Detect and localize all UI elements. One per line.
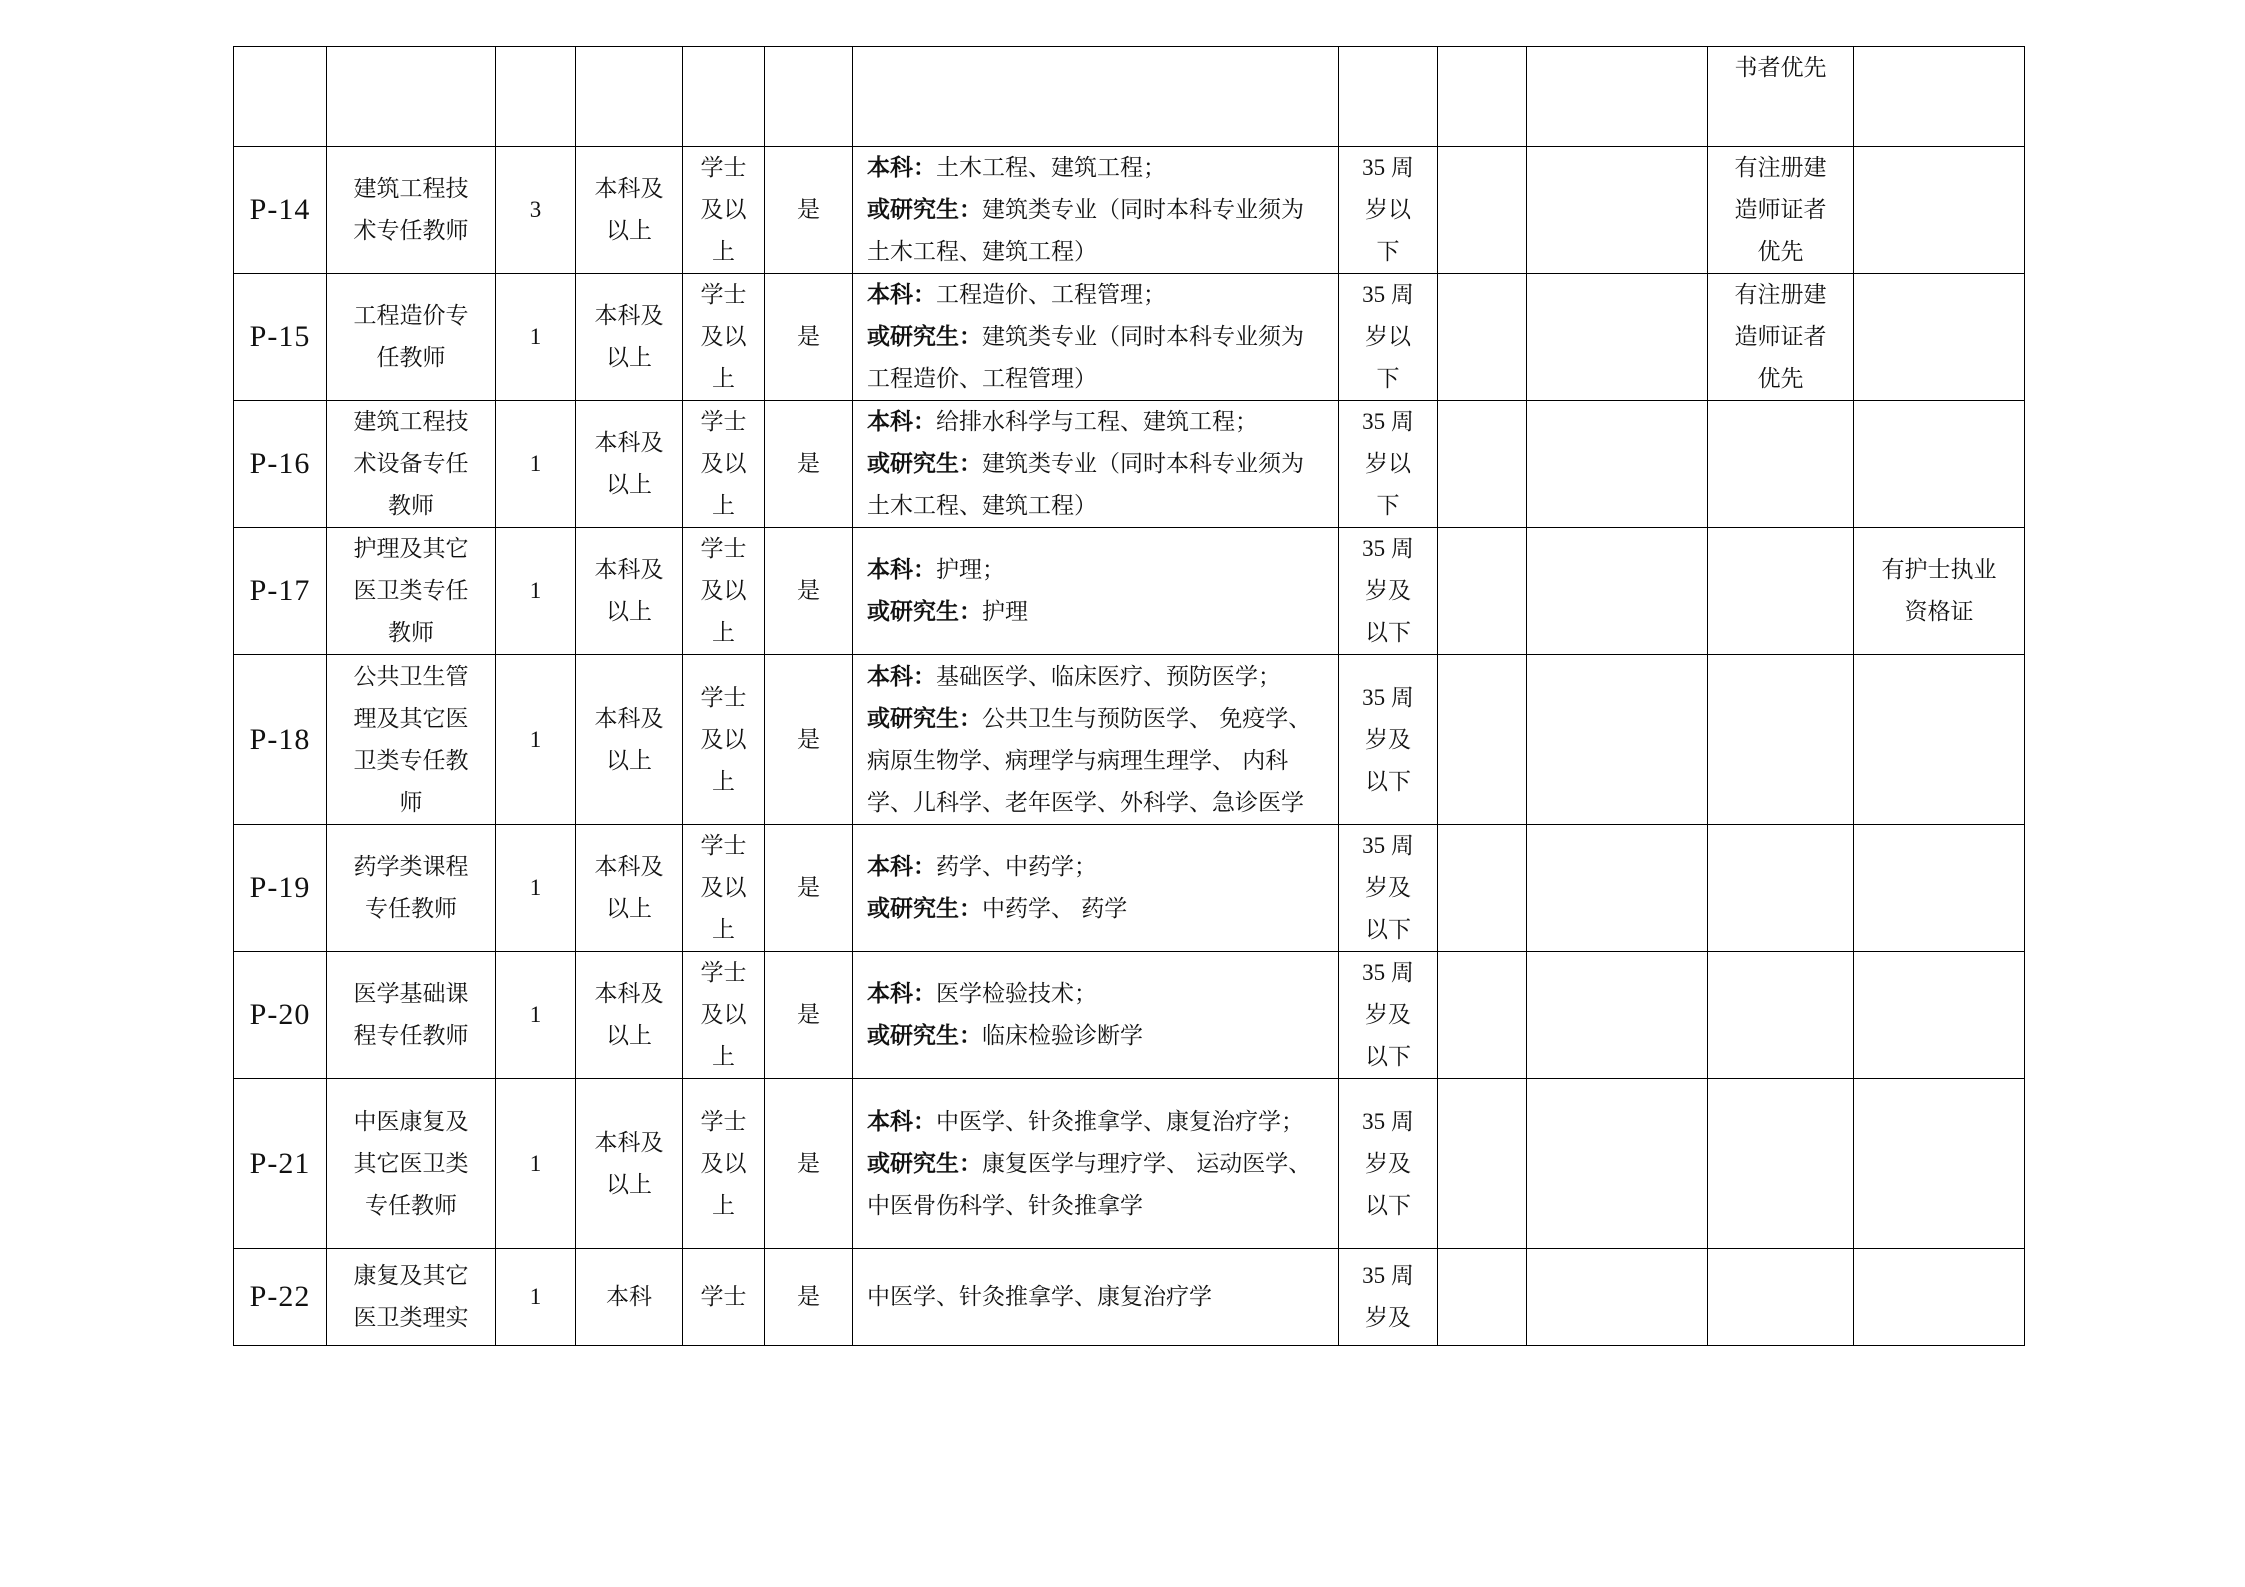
position-title [327, 528, 496, 655]
table-row [234, 147, 2025, 274]
education-requirement-line: 以上 [606, 896, 652, 922]
certificate-requirement-line: 有护士执业 [1881, 557, 1997, 583]
education-requirement-line: 本科及 [594, 557, 664, 583]
position-code: P-16 [234, 401, 327, 528]
requirement-label: 或研究生： [867, 1022, 982, 1049]
age-requirement-line: 35 周 [1362, 960, 1414, 985]
requirement-line [867, 147, 1324, 189]
age-requirement-line: 35 周 [1362, 1108, 1414, 1134]
age-requirement-line: 35 周 [1362, 833, 1414, 858]
requirement-label: 本科： [867, 556, 936, 583]
position-title-line: 程专任教师 [353, 1023, 469, 1049]
position-title [327, 1249, 496, 1346]
preference-note [1708, 47, 1854, 147]
major-requirement [853, 274, 1339, 401]
preference-note [1708, 1249, 1854, 1346]
yes-no-flag: 是 [765, 1079, 853, 1249]
age-requirement [1339, 825, 1438, 952]
age-requirement-line: 以下 [1365, 1044, 1411, 1069]
requirement-text: 护理 [982, 599, 1028, 625]
degree-requirement-line: 学士 [700, 833, 747, 859]
table-row [234, 655, 2025, 825]
headcount: 1 [496, 655, 576, 825]
degree-requirement-line: 上 [712, 239, 735, 265]
age-requirement-line: 下 [1376, 366, 1400, 391]
degree-requirement-line: 学士 [700, 684, 747, 711]
degree-requirement-line: 学士 [700, 155, 747, 181]
requirement-label: 本科： [867, 1107, 936, 1135]
degree-requirement-line: 及以 [700, 875, 747, 901]
age-requirement-line: 35 周 [1362, 536, 1414, 561]
requirement-text: 公共卫生与预防医学、 免疫学、 [982, 705, 1312, 732]
education-requirement-line: 以上 [606, 1023, 652, 1049]
position-title-line: 药学类课程 [353, 854, 469, 880]
requirement-line [867, 591, 1324, 633]
blank-cell [1527, 952, 1708, 1079]
preference-note [1708, 655, 1854, 825]
age-requirement [1339, 47, 1438, 147]
table-row [234, 952, 2025, 1079]
age-requirement-line: 岁及 [1365, 875, 1411, 900]
degree-requirement-line: 上 [712, 1192, 735, 1219]
table-row [234, 401, 2025, 528]
position-title-line: 建筑工程技 [353, 409, 469, 435]
requirement-line [867, 1276, 1324, 1318]
education-requirement-line: 本科及 [594, 430, 664, 456]
major-requirement [853, 528, 1339, 655]
requirement-text: 药学、中药学； [936, 854, 1097, 880]
position-title [327, 825, 496, 952]
education-requirement [576, 274, 683, 401]
degree-requirement-line: 及以 [700, 324, 747, 350]
requirement-text: 给排水科学与工程、建筑工程； [936, 409, 1258, 435]
preference-note [1708, 401, 1854, 528]
degree-requirement [683, 274, 765, 401]
position-title-line: 术专任教师 [353, 218, 469, 244]
requirement-text: 病原生物学、病理学与病理生理学、 内科 [867, 747, 1289, 774]
age-requirement-line: 35 周 [1362, 155, 1414, 180]
degree-requirement-line: 学士 [700, 409, 747, 435]
position-title-line: 理及其它医 [353, 705, 469, 732]
degree-requirement-line: 学士 [700, 282, 747, 308]
blank-cell [1527, 274, 1708, 401]
position-code: P-22 [234, 1249, 327, 1346]
degree-requirement [683, 147, 765, 274]
education-requirement-line: 以上 [606, 599, 652, 625]
preference-note [1708, 952, 1854, 1079]
degree-requirement-line: 及以 [700, 197, 747, 223]
education-requirement-line: 以上 [606, 218, 652, 244]
degree-requirement [683, 1079, 765, 1249]
preference-note-line: 造师证者 [1734, 197, 1827, 223]
degree-requirement-line: 及以 [700, 1150, 747, 1177]
positions-table [233, 46, 2025, 1346]
position-title-line: 师 [399, 789, 423, 816]
requirement-text: 中医学、针灸推拿学、康复治疗学 [867, 1284, 1212, 1310]
education-requirement-line: 以上 [606, 345, 652, 371]
yes-no-flag: 是 [765, 1249, 853, 1346]
requirement-label: 或研究生： [867, 450, 982, 477]
yes-no-flag: 是 [765, 401, 853, 528]
requirement-label: 本科： [867, 154, 936, 181]
position-title-line: 卫类专任教 [353, 747, 469, 774]
major-requirement [853, 147, 1339, 274]
age-requirement [1339, 147, 1438, 274]
education-requirement-line: 以上 [606, 747, 652, 774]
age-requirement-line: 以下 [1365, 620, 1411, 645]
degree-requirement-line: 及以 [700, 451, 747, 477]
age-requirement-line: 下 [1376, 493, 1400, 518]
position-title [327, 147, 496, 274]
yes-no-flag: 是 [765, 655, 853, 825]
age-requirement-line: 35 周 [1362, 409, 1414, 434]
requirement-label: 或研究生： [867, 196, 982, 223]
requirement-label: 本科： [867, 408, 936, 435]
certificate-requirement [1854, 952, 2025, 1079]
education-requirement-line: 本科及 [594, 176, 664, 202]
table-row [234, 528, 2025, 655]
requirement-label: 或研究生： [867, 598, 982, 625]
position-code: P-21 [234, 1079, 327, 1249]
degree-requirement-line: 上 [712, 620, 735, 646]
position-code: P-20 [234, 952, 327, 1079]
degree-requirement [683, 1249, 765, 1346]
headcount: 1 [496, 952, 576, 1079]
yes-no-flag [765, 47, 853, 147]
certificate-requirement [1854, 528, 2025, 655]
degree-requirement-line: 及以 [700, 726, 747, 753]
blank-cell [1527, 655, 1708, 825]
major-requirement [853, 825, 1339, 952]
position-title [327, 952, 496, 1079]
age-requirement-line: 岁以 [1365, 451, 1411, 476]
degree-requirement-line: 学士 [700, 536, 747, 562]
position-code: P-18 [234, 655, 327, 825]
blank-cell [1438, 47, 1527, 147]
age-requirement-line: 岁及 [1365, 1305, 1411, 1330]
position-title-line: 任教师 [376, 345, 446, 371]
requirement-text: 建筑类专业（同时本科专业须为 [982, 451, 1304, 477]
yes-no-flag: 是 [765, 952, 853, 1079]
age-requirement-line: 以下 [1365, 917, 1411, 942]
requirement-label: 或研究生： [867, 704, 982, 732]
major-requirement [853, 1249, 1339, 1346]
requirement-label: 或研究生： [867, 323, 982, 350]
position-title [327, 47, 496, 147]
education-requirement [576, 528, 683, 655]
position-title-line: 教师 [388, 493, 434, 519]
age-requirement-line: 岁及 [1365, 1150, 1411, 1176]
position-title-line: 医卫类专任 [353, 578, 469, 604]
requirement-text: 建筑类专业（同时本科专业须为 [982, 197, 1304, 223]
major-requirement [853, 47, 1339, 147]
table-row [234, 47, 2025, 147]
position-title-line: 专任教师 [365, 896, 457, 922]
position-title-line: 康复及其它 [353, 1263, 469, 1289]
blank-cell [1438, 528, 1527, 655]
requirement-label: 或研究生： [867, 1149, 982, 1177]
education-requirement [576, 825, 683, 952]
education-requirement-line: 以上 [606, 1171, 652, 1198]
blank-cell [1438, 147, 1527, 274]
education-requirement-line: 本科及 [594, 981, 664, 1007]
position-title-line: 公共卫生管 [353, 663, 469, 690]
age-requirement [1339, 655, 1438, 825]
age-requirement-line: 下 [1376, 239, 1400, 264]
blank-cell [1527, 528, 1708, 655]
position-title [327, 655, 496, 825]
headcount: 1 [496, 401, 576, 528]
requirement-line [867, 846, 1324, 888]
headcount: 1 [496, 1079, 576, 1249]
preference-note-line: 有注册建 [1734, 155, 1827, 181]
requirement-line [867, 1101, 1324, 1143]
yes-no-flag: 是 [765, 147, 853, 274]
degree-requirement-line: 学士 [700, 960, 747, 986]
certificate-requirement [1854, 47, 2025, 147]
degree-requirement-line: 及以 [700, 1002, 747, 1028]
requirement-text: 基础医学、临床医疗、预防医学； [936, 663, 1281, 690]
blank-cell [1527, 47, 1708, 147]
blank-cell [1438, 1079, 1527, 1249]
degree-requirement [683, 401, 765, 528]
certificate-requirement [1854, 1079, 2025, 1249]
requirement-text: 土木工程、建筑工程） [867, 239, 1097, 265]
degree-requirement-line: 上 [712, 917, 735, 943]
education-requirement [576, 655, 683, 825]
degree-requirement-line: 及以 [700, 578, 747, 604]
requirement-line [867, 740, 1324, 782]
education-requirement [576, 401, 683, 528]
education-requirement [576, 1079, 683, 1249]
position-title-line: 中医康复及 [353, 1108, 469, 1135]
requirement-line [867, 358, 1324, 400]
requirement-line [867, 888, 1324, 930]
certificate-requirement [1854, 1249, 2025, 1346]
blank-cell [1438, 274, 1527, 401]
preference-note-line: 书者优先 [1734, 55, 1827, 81]
certificate-requirement [1854, 401, 2025, 528]
major-requirement [853, 655, 1339, 825]
blank-cell [1527, 1249, 1708, 1346]
blank-cell [1527, 1079, 1708, 1249]
table-row [234, 825, 2025, 952]
education-requirement [576, 1249, 683, 1346]
requirement-line [867, 1015, 1324, 1057]
position-title-line: 医卫类理实 [353, 1305, 469, 1331]
requirement-text: 中医骨伤科学、针灸推拿学 [867, 1192, 1143, 1219]
requirement-line [867, 189, 1324, 231]
blank-cell [1438, 401, 1527, 528]
age-requirement [1339, 528, 1438, 655]
degree-requirement-line: 上 [712, 1044, 735, 1070]
preference-note [1708, 147, 1854, 274]
requirement-label: 本科： [867, 281, 936, 308]
position-title [327, 1079, 496, 1249]
age-requirement-line: 岁以 [1365, 324, 1411, 349]
headcount [496, 47, 576, 147]
education-requirement [576, 147, 683, 274]
position-code: P-19 [234, 825, 327, 952]
certificate-requirement [1854, 825, 2025, 952]
preference-note [1708, 825, 1854, 952]
requirement-text: 土木工程、建筑工程； [936, 155, 1166, 181]
certificate-requirement [1854, 147, 2025, 274]
requirement-text: 医学检验技术； [936, 981, 1097, 1007]
requirement-text: 土木工程、建筑工程） [867, 493, 1097, 519]
age-requirement-line: 岁以 [1365, 197, 1411, 222]
position-code [234, 47, 327, 147]
blank-cell [1438, 1249, 1527, 1346]
table-row [234, 1079, 2025, 1249]
position-title-line: 其它医卫类 [353, 1150, 469, 1177]
requirement-line [867, 401, 1324, 443]
requirement-line [867, 1185, 1324, 1227]
position-title-line: 护理及其它 [353, 536, 469, 562]
position-title-line: 专任教师 [365, 1192, 457, 1219]
requirement-line [867, 316, 1324, 358]
degree-requirement [683, 655, 765, 825]
position-code: P-14 [234, 147, 327, 274]
requirement-line [867, 549, 1324, 591]
requirement-label: 本科： [867, 853, 936, 880]
headcount: 1 [496, 274, 576, 401]
requirement-label: 本科： [867, 980, 936, 1007]
headcount: 1 [496, 825, 576, 952]
major-requirement [853, 401, 1339, 528]
position-title [327, 274, 496, 401]
requirement-line [867, 973, 1324, 1015]
education-requirement [576, 952, 683, 1079]
age-requirement-line: 岁及 [1365, 578, 1411, 603]
degree-requirement-line: 上 [712, 366, 735, 392]
age-requirement-line: 35 周 [1362, 282, 1414, 307]
table-row [234, 1249, 2025, 1346]
position-title-line: 教师 [388, 620, 434, 646]
requirement-text: 康复医学与理疗学、 运动医学、 [982, 1150, 1312, 1177]
requirement-text: 护理； [936, 557, 1005, 583]
degree-requirement [683, 825, 765, 952]
degree-requirement-line: 上 [712, 493, 735, 519]
requirement-line [867, 231, 1324, 273]
degree-requirement [683, 528, 765, 655]
blank-cell [1438, 952, 1527, 1079]
preference-note [1708, 1079, 1854, 1249]
preference-note-line: 有注册建 [1734, 282, 1827, 308]
certificate-requirement [1854, 274, 2025, 401]
education-requirement-line: 本科及 [594, 854, 664, 880]
preference-note [1708, 274, 1854, 401]
position-title-line: 建筑工程技 [353, 176, 469, 202]
age-requirement [1339, 1249, 1438, 1346]
age-requirement [1339, 1079, 1438, 1249]
education-requirement-line: 以上 [606, 472, 652, 498]
requirement-line [867, 782, 1324, 824]
requirement-line [867, 656, 1324, 698]
requirement-label: 本科： [867, 662, 936, 690]
degree-requirement-line: 学士 [700, 1108, 747, 1135]
position-title-line: 术设备专任 [353, 451, 469, 477]
blank-cell [1527, 401, 1708, 528]
blank-cell [1438, 655, 1527, 825]
yes-no-flag: 是 [765, 274, 853, 401]
blank-cell [1527, 825, 1708, 952]
age-requirement [1339, 274, 1438, 401]
requirement-line [867, 443, 1324, 485]
certificate-requirement-line: 资格证 [1904, 599, 1974, 625]
table-body [234, 47, 2025, 1346]
preference-note [1708, 528, 1854, 655]
age-requirement-line: 35 周 [1362, 1263, 1414, 1288]
requirement-text: 中药学、 药学 [982, 896, 1128, 922]
age-requirement-line: 以下 [1365, 1192, 1411, 1218]
position-title [327, 401, 496, 528]
age-requirement-line: 岁及 [1365, 726, 1411, 752]
requirement-text: 学、儿科学、老年医学、外科学、急诊医学 [867, 789, 1304, 816]
age-requirement [1339, 952, 1438, 1079]
degree-requirement-line: 上 [712, 768, 735, 795]
table-row [234, 274, 2025, 401]
requirement-line [867, 1143, 1324, 1185]
degree-requirement-line: 学士 [700, 1284, 747, 1310]
preference-note-line: 优先 [1757, 239, 1804, 265]
requirement-text: 中医学、针灸推拿学、康复治疗学； [936, 1108, 1304, 1135]
age-requirement [1339, 401, 1438, 528]
education-requirement-line: 本科及 [594, 303, 664, 329]
yes-no-flag: 是 [765, 825, 853, 952]
position-title-line: 工程造价专 [353, 303, 469, 329]
major-requirement [853, 1079, 1339, 1249]
blank-cell [1438, 825, 1527, 952]
preference-note-line: 造师证者 [1734, 324, 1827, 350]
requirement-text: 工程造价、工程管理） [867, 366, 1097, 392]
degree-requirement [683, 952, 765, 1079]
education-requirement [576, 47, 683, 147]
age-requirement-line: 35 周 [1362, 684, 1414, 710]
headcount: 1 [496, 528, 576, 655]
requirement-text: 工程造价、工程管理； [936, 282, 1166, 308]
requirement-line [867, 698, 1324, 740]
position-code: P-15 [234, 274, 327, 401]
requirement-text: 建筑类专业（同时本科专业须为 [982, 324, 1304, 350]
major-requirement [853, 952, 1339, 1079]
education-requirement-line: 本科及 [594, 1129, 664, 1156]
requirement-line [867, 485, 1324, 527]
requirement-label: 或研究生： [867, 895, 982, 922]
degree-requirement [683, 47, 765, 147]
blank-cell [1527, 147, 1708, 274]
age-requirement-line: 岁及 [1365, 1002, 1411, 1027]
education-requirement-line: 本科 [606, 1284, 652, 1310]
requirement-text: 临床检验诊断学 [982, 1023, 1143, 1049]
education-requirement-line: 本科及 [594, 705, 664, 732]
headcount: 3 [496, 147, 576, 274]
headcount: 1 [496, 1249, 576, 1346]
age-requirement-line: 以下 [1365, 768, 1411, 794]
yes-no-flag: 是 [765, 528, 853, 655]
position-title-line: 医学基础课 [353, 981, 469, 1007]
preference-note-line: 优先 [1757, 366, 1804, 392]
requirement-line [867, 274, 1324, 316]
position-code: P-17 [234, 528, 327, 655]
certificate-requirement [1854, 655, 2025, 825]
